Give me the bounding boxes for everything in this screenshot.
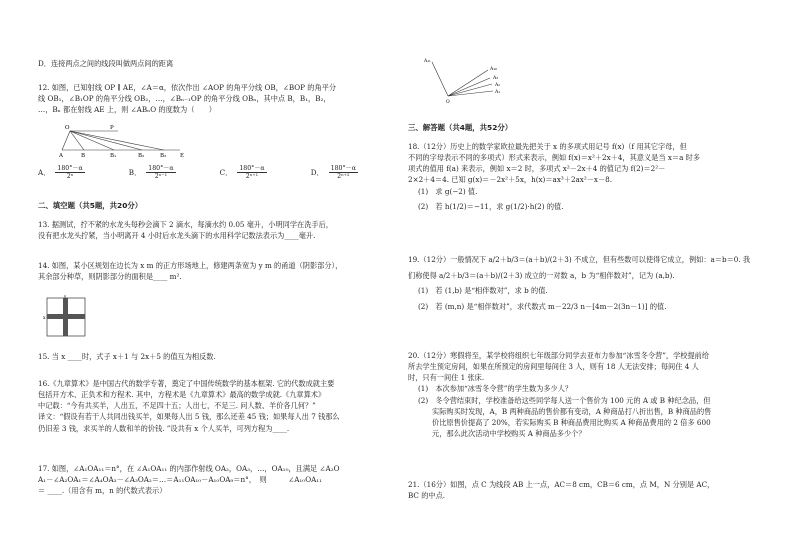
q21-line2: BC 的中点. <box>408 491 446 501</box>
option-a-letter: A． <box>38 168 51 178</box>
q20-line2: 所去学生预定房间，如果在所预定的房间里每间住 3 人，则有 18 人无法安排；每间住 4 人 <box>408 362 699 372</box>
label-e: E <box>180 153 185 158</box>
option-d-den: 2ⁿ⁺² <box>337 173 350 181</box>
option-c-num: 180°－α <box>239 165 265 172</box>
rays-diagram <box>420 54 510 106</box>
q20-sub2a: (2) 冬令营结束时，学校准备给这些同学每人送一个售价为 100 元的 A 或 B 种纪念品，但 <box>418 395 711 405</box>
q19-line1: 19.（12分）一般情况下 a/2＋b/3＝(a＋b)/(2＋3) 不成立，但有些数可以使得它成立，例如：a＝b＝0. 我 <box>408 255 751 264</box>
q12-options <box>38 163 358 180</box>
label-a2: A₂ <box>495 83 501 88</box>
q15-text: 15. 当 x ____时，式子 x＋1 与 2x＋5 的值互为相反数. <box>38 352 216 361</box>
angle-bisector-diagram <box>58 122 188 158</box>
q12-option-b[interactable] <box>129 165 176 180</box>
q16-line2: 包括开方术、正负术和方程术. 其中，方程术是《九章算术》最高的数学成就.《九章算术》 <box>38 390 326 400</box>
q13-line1: 13. 据测试，拧不紧的水龙头每秒会滴下 2 滴水，每滴水约 0.05 毫升，小明同学在洗手后， <box>38 220 333 229</box>
question-17 <box>38 463 373 496</box>
q18-line4: 2×2＋4＝4. 已知 g(x)＝－2x²＋5x，h(x)＝ax³＋2ax²－x－8. <box>408 175 613 185</box>
q18-line2: 不同的字母表示不同的多项式）形式来表示，例如 f(x)＝x²＋2x＋4，其意义是当 x＝a 时多 <box>408 153 701 163</box>
q20-sub1: (1) 本次参加“冰雪冬令营”的学生数为多少人？ <box>418 384 573 394</box>
q18-line1: 18.（12分）历史上的数学家欧拉最先把关于 x 的多项式用记号 f(x)（f 用其它字母，但 <box>408 142 687 151</box>
option-d-fraction <box>329 165 358 180</box>
svg-text:x: x <box>43 316 46 321</box>
q14-line1: 14. 如图，某小区规划在边长为 x m 的正方形场地上，修建两条宽为 y m 的甬道（阴影部分）， <box>38 261 343 270</box>
q17-figure <box>420 54 510 106</box>
q16-line4: 译文：“假设有若干人共同出钱买羊，如果每人出 5 钱，那么还差 45 钱；如果每人出 7 钱那么 <box>38 412 340 422</box>
q17-line2: A₁－∠A₂OA₁＝∠A₄OA₃－∠A₃OA₂＝…＝A₁₁OA₁₀－A₁₀OA₉＝n°， 则 ∠A₁₀OA₁₁ <box>38 475 323 485</box>
q20-sub2b: 实际购买时发现，A，B 两种商品的售价都有变动，A 种商品打八折出售，B 种商品的售 <box>432 406 712 416</box>
q14-figure <box>43 295 89 341</box>
q12-option-c[interactable] <box>220 165 267 180</box>
option-c-den: 2ⁿ⁺¹ <box>245 173 259 181</box>
option-b-num: 180°－α <box>148 165 174 172</box>
question-19 <box>408 254 758 313</box>
label-o: O <box>65 125 70 131</box>
label-p: P <box>110 125 114 131</box>
label-b3: B₃ <box>160 153 167 158</box>
label-o: O <box>446 100 450 105</box>
q14-line2: 其余部分种草，则阴影部分的面积是____ m². <box>38 272 182 282</box>
option-a-num: 180°－α <box>57 165 83 172</box>
question-21 <box>408 479 758 501</box>
label-a11: A₁₁ <box>424 59 431 64</box>
label-b2: B₂ <box>138 153 145 158</box>
q12-option-a[interactable] <box>38 165 85 180</box>
question-16 <box>38 378 373 434</box>
question-14 <box>38 260 373 282</box>
svg-text:y: y <box>64 295 67 299</box>
q20-line1: 20.（12分）寒假将至，某学校将组织七年级部分同学去亚布力参加“冰雪冬令营”，学校提前给 <box>408 351 710 360</box>
q12-line1: 12. 如图，已知射线 OP ∥ AE，∠A＝α，依次作出 ∠AOP 的角平分线 OB，∠BOP 的角平分 <box>38 83 337 92</box>
option-d-text: D．连接两点之间的线段叫做两点间的距离 <box>38 59 174 68</box>
q12-figure <box>58 122 188 158</box>
option-a-den: 2ⁿ <box>66 173 74 181</box>
option-b-den: 2ⁿ⁻¹ <box>154 173 168 181</box>
q12-line2: 线 OB₁，∠B₁OP 的角平分线 OB₂，…，∠Bₙ₋₁OP 的角平分线 OBₙ，其中点 B，B₁，B₂， <box>38 94 331 104</box>
question-13 <box>38 219 373 241</box>
option-b-letter: B． <box>128 168 142 178</box>
q13-line2: 没有把水龙头拧紧，当小明离开 4 小时后水龙头滴下的水用科学记数法表示为____毫升. <box>38 231 316 241</box>
q18-line3: 项式的值用 f(a) 来表示，例如 x＝2 时，多项式 x²－2x＋4 的值记为 f(2)＝2²－ <box>408 164 666 174</box>
label-a10: A₁₀ <box>490 67 497 72</box>
q20-sub2c: 价比原售价提高了 20%，若实际购买 B 种商品费用比购买 A 种商品费用的 2 倍多 600 <box>432 417 711 427</box>
question-18 <box>408 141 758 212</box>
question-20 <box>408 350 758 439</box>
q12-option-d[interactable] <box>311 165 358 180</box>
option-d-previous <box>38 58 373 69</box>
question-15 <box>38 351 373 362</box>
option-a-fraction <box>55 165 84 180</box>
option-c-fraction <box>237 165 266 180</box>
q12-line3: …，Bₙ 都在射线 AE 上，则 ∠ABₙO 的度数为（ ） <box>38 105 216 115</box>
label-a3: A₃ <box>493 76 499 81</box>
question-12 <box>38 82 373 115</box>
q19-sub2: (2) 若 (m,n) 是“相伴数对”，求代数式 m－22/3 n－[4m－2(3n－1)] 的值. <box>418 302 667 312</box>
option-c-letter: C． <box>219 168 233 178</box>
q16-line1: 16.《九章算术》是中国古代的数学专著，奠定了中国传统数学的基本框架. 它的代数成就主要 <box>38 379 335 388</box>
q19-sub1: (1) 若 (1,b) 是“相伴数对”，求 b 的值. <box>418 286 548 296</box>
q18-sub2: (2) 若 h(1/2)＝−11，求 g(1/2)·h(2) 的值. <box>418 201 564 211</box>
q20-sub2d: 元，那么此次活动中学校购买 A 种商品多少个？ <box>432 429 586 439</box>
q21-line1: 21.（16分）如图，点 C 为线段 AB 上一点，AC＝8 cm，CB＝6 cm，点 M，N 分别是 AC， <box>408 480 715 489</box>
q16-line5: 仍旧差 3 钱，求买羊的人数和羊的价钱. ”设共有 x 个人买羊，可列方程为____. <box>38 423 290 433</box>
label-b: B <box>81 153 86 158</box>
q20-line3: 时，只有一间住 1 张床. <box>408 373 485 383</box>
section-2-heading: 二、填空题（共5题，共20分） <box>38 201 143 210</box>
label-a: A <box>59 153 63 158</box>
option-d-letter: D． <box>310 168 324 178</box>
q18-sub1: (1) 求 g(−2) 值. <box>418 186 478 196</box>
q16-line3: 中记载：“今有共买羊，人出五，不足四十五；人出七，不足三. 问人数、羊价各几何？” <box>38 401 316 411</box>
q17-line1: 17. 如图，∠A₁OA₁₁＝n°，在 ∠A₁OA₁₁ 的内部作射线 OA₂，OA₃，…，OA₁₀，且满足 ∠A₂O <box>38 464 340 473</box>
label-b1: B₁ <box>110 153 117 158</box>
label-a1: A₁ <box>495 90 501 95</box>
q19-line2: 们称使得 a/2＋b/3＝(a＋b)/(2＋3) 成立的一对数 a，b 为“相伴数对”，记为 (a,b). <box>408 271 675 281</box>
section-3-heading: 三、解答题（共4题，共52分） <box>408 123 513 132</box>
square-field-diagram <box>43 295 89 341</box>
option-b-fraction <box>146 165 175 180</box>
option-d-num: 180°－α <box>330 165 356 172</box>
q17-line3: ＝ ____.（用含有 m，n 的代数式表示） <box>38 486 167 496</box>
